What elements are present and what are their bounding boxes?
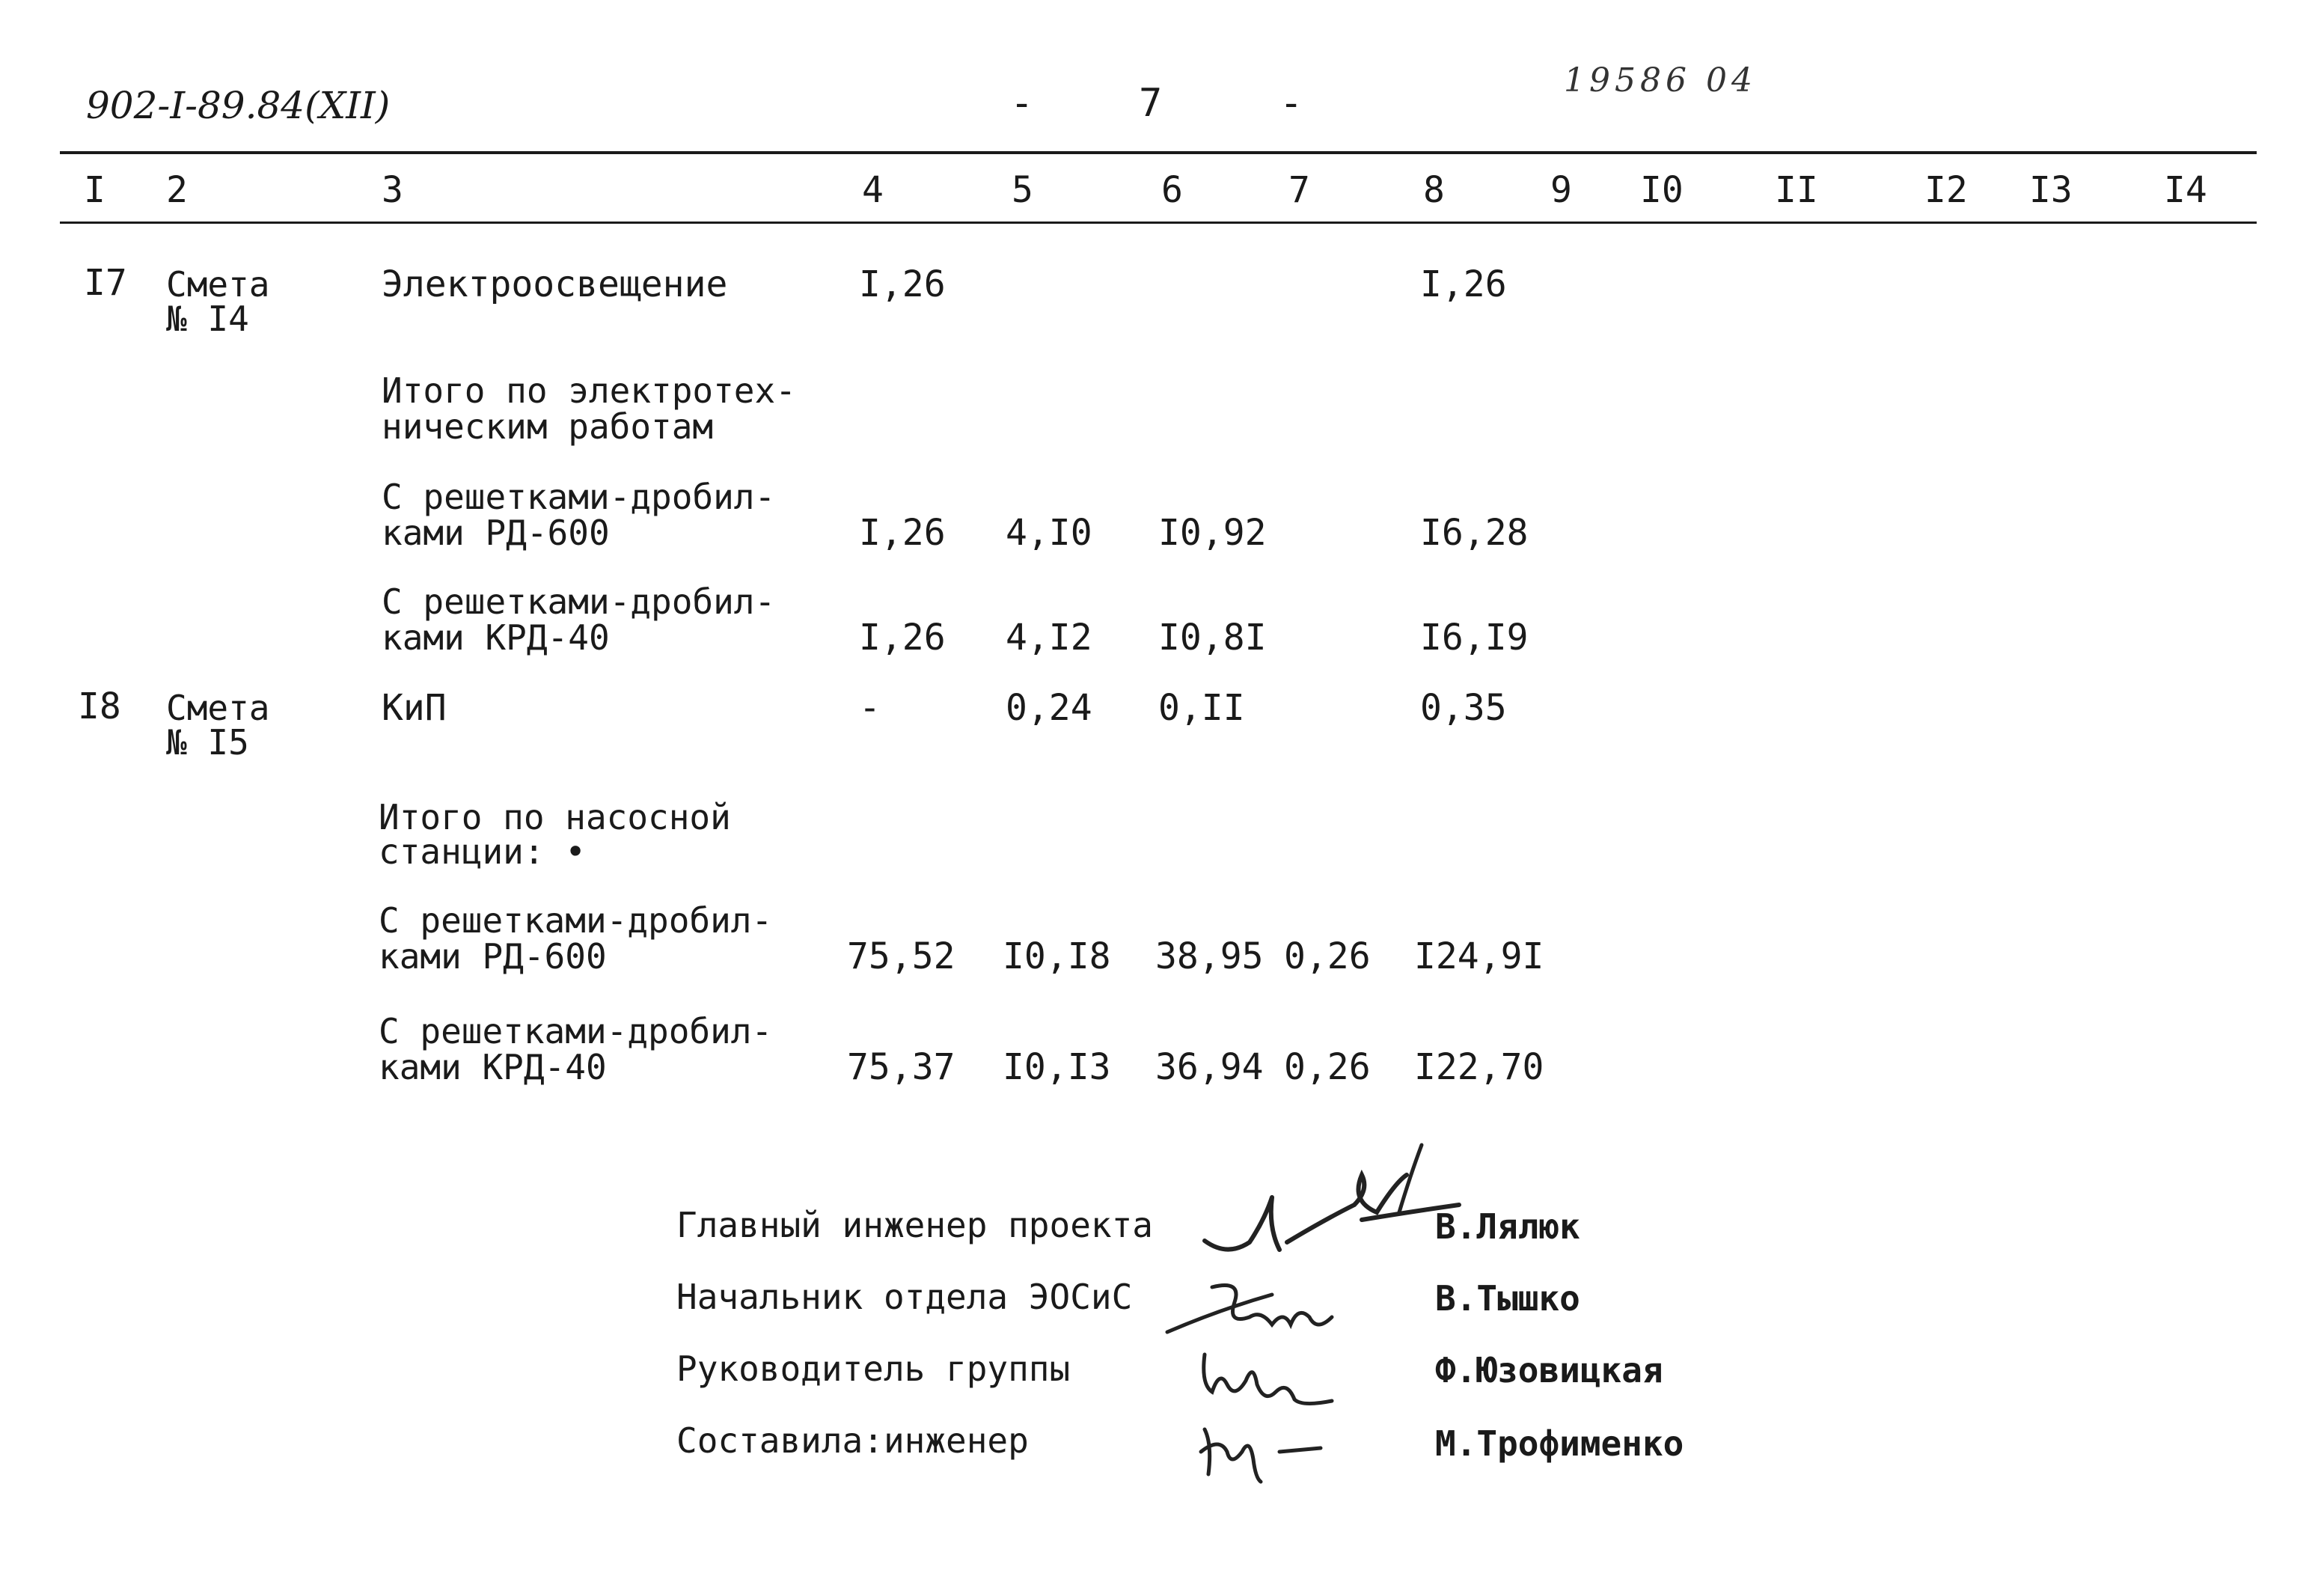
value-col5: 4,I2 — [1006, 617, 1092, 659]
item-name-continued: ками РД-600 — [382, 513, 610, 553]
value-col4: - — [859, 687, 881, 729]
handwritten-signature — [1197, 1130, 1481, 1272]
signature-role: Начальник отдела ЭОСиС — [676, 1277, 1133, 1317]
document-code: 902-I-89.84(XII) — [86, 84, 391, 127]
column-number: I3 — [2029, 169, 2073, 211]
item-name: С решетками-дробил- — [382, 477, 776, 517]
page-number: 7 — [1139, 81, 1163, 126]
value-col8: I,26 — [1420, 263, 1507, 305]
estimate-label: Смета — [166, 688, 270, 728]
signature-name: В.Тышко — [1435, 1278, 1580, 1319]
header-top-rule — [60, 151, 2257, 154]
value-col6: I0,8I — [1158, 617, 1267, 659]
value-col7: 0,26 — [1284, 935, 1371, 977]
value-col8: I6,28 — [1420, 512, 1529, 554]
item-name: КиП — [382, 687, 447, 729]
column-number: I — [84, 169, 106, 211]
value-col4: 75,52 — [847, 935, 955, 977]
page-dash-left: - — [1010, 81, 1034, 126]
value-col8: I24,9I — [1414, 935, 1544, 977]
item-name-continued: ническим работам — [382, 406, 714, 447]
column-number: I4 — [2164, 169, 2207, 211]
header-bottom-rule — [60, 222, 2257, 224]
column-number: 3 — [382, 169, 403, 211]
value-col6: 38,95 — [1155, 935, 1264, 977]
item-name: Итого по насосной — [379, 797, 731, 837]
value-col8: I6,I9 — [1420, 617, 1529, 659]
column-number: 9 — [1550, 169, 1572, 211]
column-number: 7 — [1288, 169, 1310, 211]
item-name-continued: ками КРД-40 — [382, 617, 610, 658]
value-col5: I0,I3 — [1003, 1046, 1111, 1088]
signature-name: М.Трофименко — [1435, 1423, 1684, 1464]
item-name-continued: ками РД-600 — [379, 936, 607, 977]
value-col4: I,26 — [859, 617, 946, 659]
value-col6: 0,II — [1158, 687, 1245, 729]
signature-role: Главный инженер проекта — [676, 1205, 1153, 1245]
handwritten-signature — [1160, 1265, 1354, 1347]
value-col5: 0,24 — [1006, 687, 1092, 729]
estimate-number: № I5 — [166, 722, 249, 763]
signature-role: Руководитель группы — [676, 1349, 1071, 1389]
value-col4: I,26 — [859, 263, 946, 305]
column-number: 8 — [1423, 169, 1445, 211]
column-number: II — [1775, 169, 1818, 211]
value-col8: I22,70 — [1414, 1046, 1544, 1088]
value-col5: I0,I8 — [1003, 935, 1111, 977]
page-dash-right: - — [1279, 81, 1303, 126]
column-number: 5 — [1012, 169, 1033, 211]
column-number: I0 — [1640, 169, 1684, 211]
value-col5: 4,I0 — [1006, 512, 1092, 554]
value-col4: 75,37 — [847, 1046, 955, 1088]
value-col6: 36,94 — [1155, 1046, 1264, 1088]
item-name-continued: ками КРД-40 — [379, 1047, 607, 1087]
column-number: 6 — [1161, 169, 1183, 211]
value-col6: I0,92 — [1158, 512, 1267, 554]
item-name: Итого по электротех- — [382, 370, 796, 411]
item-name: С решетками-дробил- — [379, 1011, 773, 1051]
estimate-label: Смета — [166, 264, 270, 305]
row-number: I8 — [78, 685, 121, 727]
item-name-continued: станции: • — [379, 831, 586, 872]
column-number: 4 — [862, 169, 884, 211]
handwritten-signature — [1190, 1407, 1339, 1489]
item-name: Электроосвещение — [382, 263, 728, 305]
estimate-number: № I4 — [166, 299, 249, 339]
item-name: С решетками-дробил- — [382, 581, 776, 622]
signature-name: В.Лялюк — [1435, 1206, 1580, 1247]
column-number: I2 — [1924, 169, 1968, 211]
signature-name: Ф.Юзовицкая — [1435, 1350, 1663, 1390]
row-number: I7 — [84, 262, 127, 304]
column-number: 2 — [166, 169, 188, 211]
archive-number: 19586 04 — [1564, 61, 1757, 100]
value-col7: 0,26 — [1284, 1046, 1371, 1088]
signature-role: Составила:инженер — [676, 1420, 1029, 1461]
value-col8: 0,35 — [1420, 687, 1507, 729]
value-col4: I,26 — [859, 512, 946, 554]
item-name: С решетками-дробил- — [379, 900, 773, 941]
